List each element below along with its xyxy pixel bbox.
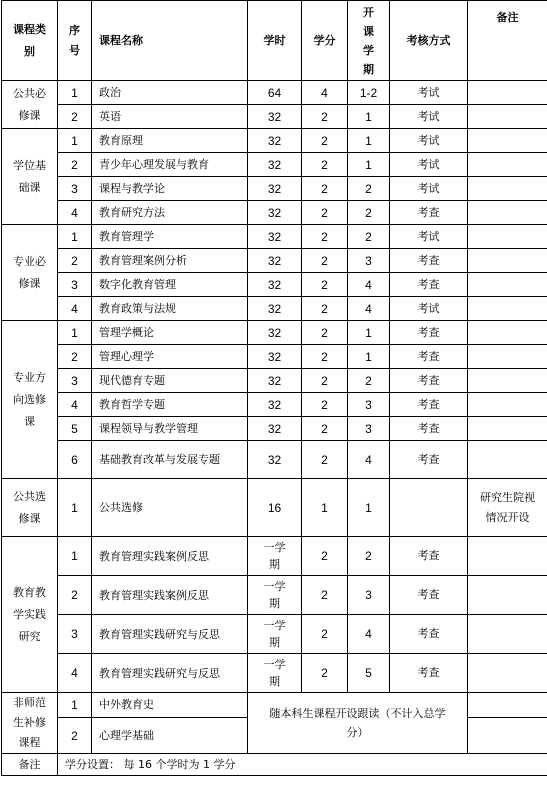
- course-remark: [468, 369, 547, 393]
- course-hours: 32: [248, 129, 302, 153]
- course-assess: 考查: [390, 576, 468, 615]
- row-no: 1: [58, 129, 92, 153]
- row-no: 2: [58, 105, 92, 129]
- course-credits: 2: [302, 225, 348, 249]
- course-semester: 1: [348, 153, 390, 177]
- course-semester: 4: [348, 441, 390, 479]
- course-semester: 3: [348, 393, 390, 417]
- course-semester: 4: [348, 297, 390, 321]
- table-row: [2, 576, 547, 615]
- course-remark: [468, 249, 547, 273]
- course-hours: 一学期: [248, 537, 302, 576]
- row-no: 1: [58, 479, 92, 537]
- course-remark: [468, 177, 547, 201]
- course-assess: 考查: [390, 393, 468, 417]
- table-row: [2, 297, 547, 321]
- footer-row: [2, 754, 547, 776]
- course-semester: 2: [348, 369, 390, 393]
- course-credits: 2: [302, 177, 348, 201]
- category-cell: 专业方向选修课: [2, 321, 58, 479]
- course-name: 教育管理实践案例反思: [92, 537, 248, 576]
- course-credits: 2: [302, 201, 348, 225]
- table-row: [2, 417, 547, 441]
- course-assess: 考查: [390, 441, 468, 479]
- course-credits: 2: [302, 576, 348, 615]
- course-assess: 考查: [390, 537, 468, 576]
- course-name: 教育管理学: [92, 225, 248, 249]
- course-remark: [468, 441, 547, 479]
- row-no: 2: [58, 576, 92, 615]
- course-assess: 考试: [390, 177, 468, 201]
- course-hours: 32: [248, 153, 302, 177]
- course-name: 英语: [92, 105, 248, 129]
- table-row: [2, 345, 547, 369]
- table-row: [2, 249, 547, 273]
- curriculum-table: [1, 0, 547, 776]
- course-remark: [468, 417, 547, 441]
- course-assess: 考查: [390, 615, 468, 654]
- course-name: 教育原理: [92, 129, 248, 153]
- table-row: [2, 654, 547, 693]
- course-hours: 32: [248, 225, 302, 249]
- course-remark: [468, 105, 547, 129]
- header-category: 课程类别: [2, 1, 58, 81]
- course-remark: [468, 225, 547, 249]
- table-row: [2, 537, 547, 576]
- table-row: [2, 273, 547, 297]
- course-hours: 一学期: [248, 576, 302, 615]
- course-credits: 2: [302, 654, 348, 693]
- category-cell: 公共必修课: [2, 81, 58, 129]
- course-hours: 32: [248, 417, 302, 441]
- course-name: 课程领导与教学管理: [92, 417, 248, 441]
- header-credits: 学分: [302, 1, 348, 81]
- course-remark: [468, 654, 547, 693]
- row-no: 1: [58, 693, 92, 718]
- category-cell: 公共选修课: [2, 479, 58, 537]
- course-assess: 考查: [390, 249, 468, 273]
- course-semester: 1: [348, 345, 390, 369]
- course-credits: 2: [302, 441, 348, 479]
- row-no: 1: [58, 321, 92, 345]
- footer-text: 学分设置： 每 16 个学时为 1 学分: [58, 754, 547, 776]
- course-credits: 2: [302, 273, 348, 297]
- row-no: 2: [58, 249, 92, 273]
- row-no: 1: [58, 225, 92, 249]
- course-semester: 1: [348, 321, 390, 345]
- course-remark: [468, 537, 547, 576]
- course-remark: [468, 615, 547, 654]
- course-semester: 2: [348, 225, 390, 249]
- course-hours: 32: [248, 345, 302, 369]
- row-no: 1: [58, 537, 92, 576]
- course-hours: 32: [248, 249, 302, 273]
- table-row: [2, 615, 547, 654]
- table-row: [2, 153, 547, 177]
- header-hours: 学时: [248, 1, 302, 81]
- course-assess: 考查: [390, 345, 468, 369]
- course-credits: 2: [302, 249, 348, 273]
- course-hours: 一学期: [248, 654, 302, 693]
- header-no: 序号: [58, 1, 92, 81]
- course-hours: 32: [248, 393, 302, 417]
- table-row: [2, 201, 547, 225]
- header-semester: 开课学期: [348, 1, 390, 81]
- row-no: 1: [58, 81, 92, 105]
- course-hours: 32: [248, 105, 302, 129]
- course-name: 数字化教育管理: [92, 273, 248, 297]
- row-no: 4: [58, 201, 92, 225]
- course-credits: 2: [302, 537, 348, 576]
- course-semester: 4: [348, 615, 390, 654]
- course-remark: [468, 201, 547, 225]
- course-hours: 32: [248, 201, 302, 225]
- course-hours: 32: [248, 321, 302, 345]
- course-name: 教育管理实践案例反思: [92, 576, 248, 615]
- course-remark: [468, 153, 547, 177]
- course-assess: 考试: [390, 81, 468, 105]
- course-hours: 一学期: [248, 615, 302, 654]
- course-hours: 32: [248, 177, 302, 201]
- course-credits: 2: [302, 345, 348, 369]
- course-remark: [468, 393, 547, 417]
- course-semester: 5: [348, 654, 390, 693]
- course-name: 教育哲学专题: [92, 393, 248, 417]
- course-credits: 2: [302, 105, 348, 129]
- course-semester: 1: [348, 129, 390, 153]
- course-assess: [390, 479, 468, 537]
- course-credits: 2: [302, 615, 348, 654]
- table-row: [2, 105, 547, 129]
- course-name: 心理学基础: [92, 718, 248, 754]
- category-cell: 学位基础课: [2, 129, 58, 225]
- course-hours: 32: [248, 297, 302, 321]
- course-credits: 1: [302, 479, 348, 537]
- course-semester: 3: [348, 576, 390, 615]
- course-semester: 1: [348, 479, 390, 537]
- row-no: 3: [58, 177, 92, 201]
- course-hours: 32: [248, 369, 302, 393]
- header-remark: 备注: [468, 1, 547, 81]
- course-hours: 16: [248, 479, 302, 537]
- course-remark: [468, 693, 547, 718]
- footer-label: 备注: [2, 754, 58, 776]
- course-remark: [468, 718, 547, 754]
- course-name: 教育研究方法: [92, 201, 248, 225]
- course-name: 教育管理实践研究与反思: [92, 654, 248, 693]
- category-cell: 专业必修课: [2, 225, 58, 321]
- row-no: 6: [58, 441, 92, 479]
- table-row: [2, 177, 547, 201]
- course-assess: 考查: [390, 321, 468, 345]
- course-semester: 3: [348, 249, 390, 273]
- course-remark: 研究生院视情况开设: [468, 479, 547, 537]
- course-semester: 1: [348, 105, 390, 129]
- course-credits: 4: [302, 81, 348, 105]
- header-assess: 考核方式: [390, 1, 468, 81]
- category-cell: 教育教学实践研究: [2, 537, 58, 693]
- row-no: 4: [58, 393, 92, 417]
- course-name: 管理心理学: [92, 345, 248, 369]
- table-row: [2, 81, 547, 105]
- course-semester: 2: [348, 201, 390, 225]
- table-row: [2, 693, 547, 718]
- table-row: [2, 479, 547, 537]
- table-row: [2, 321, 547, 345]
- table-row: [2, 441, 547, 479]
- row-no: 5: [58, 417, 92, 441]
- course-name: 基础教育改革与发展专题: [92, 441, 248, 479]
- course-credits: 2: [302, 297, 348, 321]
- category-cell: 非师范生补修课程: [2, 693, 58, 754]
- course-remark: [468, 81, 547, 105]
- course-credits: 2: [302, 369, 348, 393]
- course-semester: 2: [348, 177, 390, 201]
- course-assess: 考试: [390, 129, 468, 153]
- course-assess: 考试: [390, 105, 468, 129]
- course-name: 教育管理实践研究与反思: [92, 615, 248, 654]
- row-no: 3: [58, 615, 92, 654]
- table-row: [2, 393, 547, 417]
- course-credits: 2: [302, 153, 348, 177]
- course-assess: 考试: [390, 297, 468, 321]
- course-credits: 2: [302, 129, 348, 153]
- course-remark: [468, 297, 547, 321]
- course-name: 教育政策与法规: [92, 297, 248, 321]
- course-assess: 考查: [390, 273, 468, 297]
- course-assess: 考试: [390, 153, 468, 177]
- course-assess: 考查: [390, 654, 468, 693]
- course-hours: 32: [248, 441, 302, 479]
- course-assess: 考试: [390, 225, 468, 249]
- table-row: [2, 369, 547, 393]
- course-remark: [468, 321, 547, 345]
- row-no: 2: [58, 718, 92, 754]
- course-assess: 考查: [390, 369, 468, 393]
- course-hours: 64: [248, 81, 302, 105]
- course-name: 课程与教学论: [92, 177, 248, 201]
- course-assess: 考查: [390, 417, 468, 441]
- course-credits: 2: [302, 393, 348, 417]
- course-remark: [468, 129, 547, 153]
- course-credits: 2: [302, 417, 348, 441]
- course-semester: 2: [348, 537, 390, 576]
- course-name: 公共选修: [92, 479, 248, 537]
- row-no: 4: [58, 297, 92, 321]
- row-no: 2: [58, 153, 92, 177]
- course-name: 现代德育专题: [92, 369, 248, 393]
- course-semester: 1-2: [348, 81, 390, 105]
- course-credits: 2: [302, 321, 348, 345]
- row-no: 3: [58, 369, 92, 393]
- course-semester: 4: [348, 273, 390, 297]
- supplementary-note: 随本科生课程开设跟读（不计入总学分）: [248, 693, 468, 754]
- row-no: 4: [58, 654, 92, 693]
- course-name: 中外教育史: [92, 693, 248, 718]
- course-name: 教育管理案例分析: [92, 249, 248, 273]
- course-remark: [468, 273, 547, 297]
- course-name: 政治: [92, 81, 248, 105]
- table-row: [2, 225, 547, 249]
- header-name: 课程名称: [92, 1, 248, 81]
- row-no: 3: [58, 273, 92, 297]
- course-name: 管理学概论: [92, 321, 248, 345]
- header-row: [2, 1, 547, 81]
- row-no: 2: [58, 345, 92, 369]
- course-semester: 3: [348, 417, 390, 441]
- course-remark: [468, 576, 547, 615]
- course-remark: [468, 345, 547, 369]
- course-assess: 考查: [390, 201, 468, 225]
- table-row: [2, 129, 547, 153]
- course-name: 青少年心理发展与教育: [92, 153, 248, 177]
- course-hours: 32: [248, 273, 302, 297]
